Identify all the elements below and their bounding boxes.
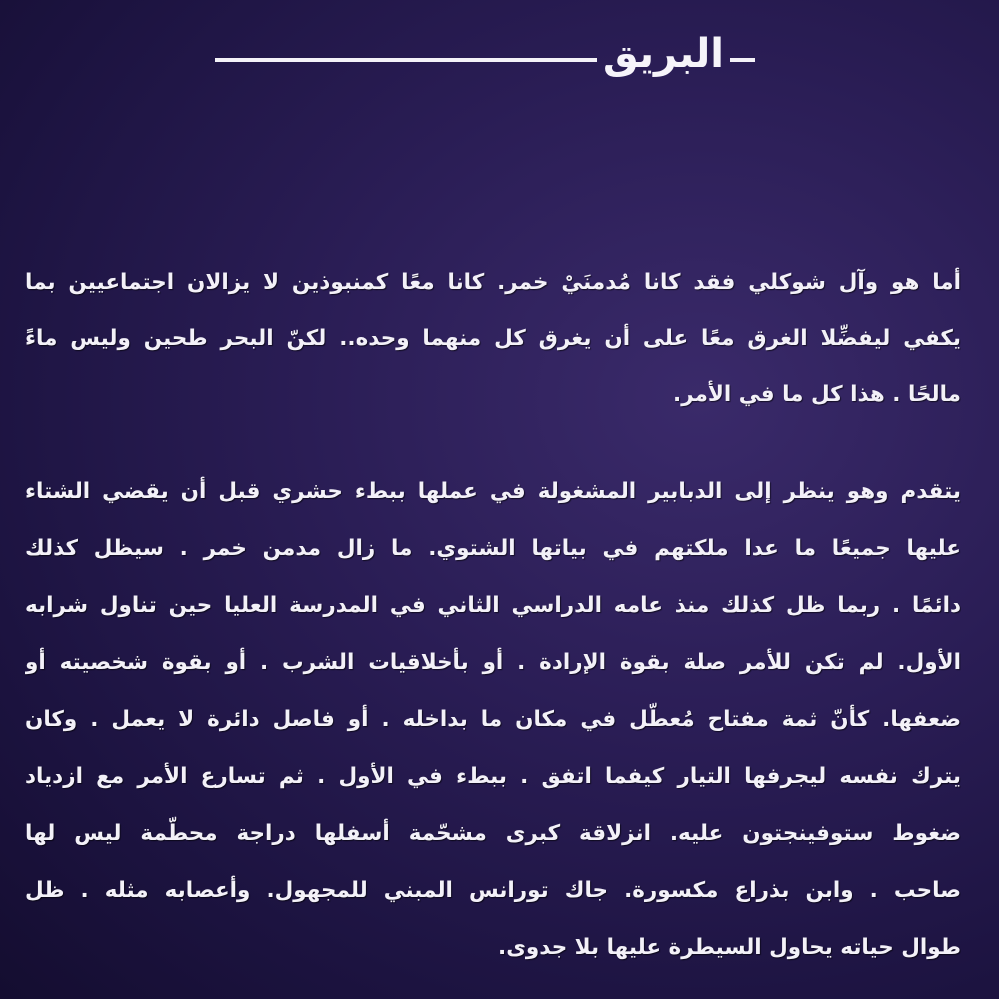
text-line: ضعفها. كأنّ ثمة مفتاح مُعطّل في مكان ما بداخله . أو فاصل دائرة لا يعمل . وكان	[25, 707, 961, 732]
text-line: أما هو وآل شوكلي فقد كانا مُدمنَيْ خمر. كانا معًا كمنبوذين لا يزالان اجتماعيين بما	[25, 270, 961, 295]
text-line: صاحب . وابن بذراع مكسورة. جاك تورانس المبني للمجهول. وأعصابه مثله . ظل	[25, 878, 961, 903]
text-line: دائمًا . ربما ظل كذلك منذ عامه الدراسي الثاني في المدرسة العليا حين تناول شرابه	[25, 593, 961, 618]
text-line: مالحًا . هذا كل ما في الأمر.	[673, 382, 961, 407]
title-rule-right	[730, 58, 755, 62]
paragraph-1	[25, 255, 961, 423]
text-line: الأول. لم تكن للأمر صلة بقوة الإرادة . أو بأخلاقيات الشرب . أو بقوة شخصيته أو	[25, 650, 961, 675]
chapter-title: البريق	[602, 31, 724, 77]
text-line: ضغوط ستوفينجتون عليه. انزلاقة كبرى مشحّمة أسفلها دراجة محطّمة ليس لها	[25, 821, 961, 846]
title-rule-left	[215, 58, 597, 62]
text-line: يكفي ليفضِّلا الغرق معًا على أن يغرق كل منهما وحده.. لكنّ البحر طحين وليس ماءً	[25, 326, 961, 351]
chapter-header	[215, 12, 755, 82]
text-line: يتقدم وهو ينظر إلى الدبابير المشغولة في عملها ببطء حشري قبل أن يقضي الشتاء	[25, 479, 961, 504]
text-line: يترك نفسه ليجرفها التيار كيفما اتفق . ببطء في الأول . ثم تسارع الأمر مع ازدياد	[25, 764, 961, 789]
text-line: طوال حياته يحاول السيطرة عليها بلا جدوى.	[498, 935, 961, 960]
paragraph-2	[25, 463, 961, 976]
text-line: عليها جميعًا ما عدا ملكتهم في بياتها الشتوي. ما زال مدمن خمر . سيظل كذلك	[25, 536, 961, 561]
